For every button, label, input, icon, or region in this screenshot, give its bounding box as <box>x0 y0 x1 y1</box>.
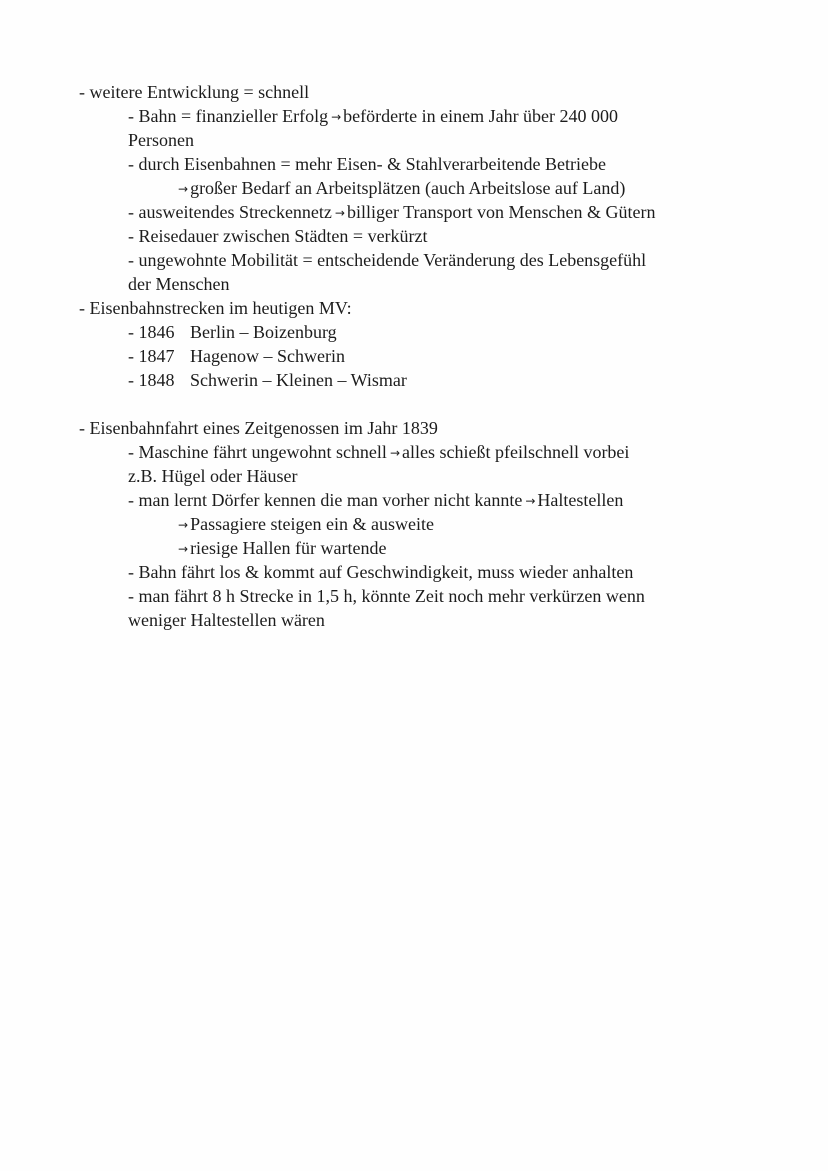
bullet-text: - durch Eisenbahnen = mehr Eisen- & Stahlverarbeitende Betriebe <box>128 154 606 174</box>
bullet-text: der Menschen <box>128 274 230 294</box>
route-name: Hagenow – Schwerin <box>190 346 345 366</box>
bullet-text: Personen <box>128 130 194 150</box>
bullet-mobilitaet-cont <box>128 272 229 296</box>
bullet-text: großer Bedarf an Arbeitsplätzen (auch Arbeitslose auf Land) <box>190 178 626 198</box>
heading-eisenbahnstrecken <box>79 296 352 320</box>
bullet-text: - Reisedauer zwischen Städten = verkürzt <box>128 226 428 246</box>
arrow-icon: → <box>178 542 189 556</box>
bullet-reisedauer <box>128 224 428 248</box>
route-year: - 1847 <box>128 346 175 366</box>
bullet-doerfer <box>128 488 623 513</box>
bullet-bahn-faehrt <box>128 560 633 584</box>
arrow-icon: → <box>331 110 342 124</box>
sub-bullet-hallen <box>178 536 386 561</box>
bullet-text: alles schießt pfeilschnell vorbei <box>402 442 630 462</box>
route-item <box>128 344 345 368</box>
bullet-text: - Maschine fährt ungewohnt schnell <box>128 442 387 462</box>
bullet-text: Passagiere steigen ein & ausweite <box>190 514 434 534</box>
bullet-mobilitaet <box>128 248 646 272</box>
route-item <box>128 320 337 344</box>
arrow-icon: → <box>334 206 345 220</box>
route-year: - 1846 <box>128 322 175 342</box>
bullet-bahn-erfolg-cont <box>128 128 194 152</box>
sub-bullet-bedarf <box>178 176 625 201</box>
bullet-eisenbahnen <box>128 152 606 176</box>
arrow-icon: → <box>178 182 189 196</box>
heading-text: - Eisenbahnstrecken im heutigen MV: <box>79 298 352 318</box>
bullet-text: Haltestellen <box>537 490 624 510</box>
heading-text: - weitere Entwicklung = schnell <box>79 82 310 102</box>
bullet-text: - Bahn fährt los & kommt auf Geschwindigkeit, muss wieder anhalten <box>128 562 634 582</box>
heading-eisenbahnfahrt <box>79 416 438 440</box>
bullet-text: - Bahn = finanzieller Erfolg <box>128 106 329 126</box>
bullet-text: - man fährt 8 h Strecke in 1,5 h, könnte Zeit noch mehr verkürzen wenn <box>128 586 645 606</box>
arrow-icon: → <box>178 518 189 532</box>
sub-bullet-passagiere <box>178 512 434 537</box>
route-year: - 1848 <box>128 370 175 390</box>
bullet-text: billiger Transport von Menschen & Gütern <box>346 202 656 222</box>
bullet-maschine-cont <box>128 464 297 488</box>
route-name: Schwerin – Kleinen – Wismar <box>190 370 407 390</box>
route-name: Berlin – Boizenburg <box>190 322 337 342</box>
bullet-streckennetz <box>128 200 655 225</box>
bullet-text: riesige Hallen für wartende <box>190 538 387 558</box>
heading-text: - Eisenbahnfahrt eines Zeitgenossen im Jahr 1839 <box>79 418 438 438</box>
bullet-maschine <box>128 440 629 465</box>
bullet-text: - man lernt Dörfer kennen die man vorher nicht kannte <box>128 490 523 510</box>
arrow-icon: → <box>525 494 536 508</box>
bullet-strecke <box>128 584 645 608</box>
bullet-text: z.B. Hügel oder Häuser <box>128 466 298 486</box>
heading-weitere-entwicklung <box>79 80 309 104</box>
route-item <box>128 368 407 392</box>
arrow-icon: → <box>389 446 400 460</box>
bullet-text: weniger Haltestellen wären <box>128 610 325 630</box>
bullet-text: beförderte in einem Jahr über 240 000 <box>343 106 619 126</box>
bullet-text: - ungewohnte Mobilität = entscheidende Veränderung des Lebensgefühl <box>128 250 647 270</box>
bullet-strecke-cont <box>128 608 325 632</box>
bullet-bahn-erfolg <box>128 104 618 129</box>
bullet-text: - ausweitendes Streckennetz <box>128 202 332 222</box>
